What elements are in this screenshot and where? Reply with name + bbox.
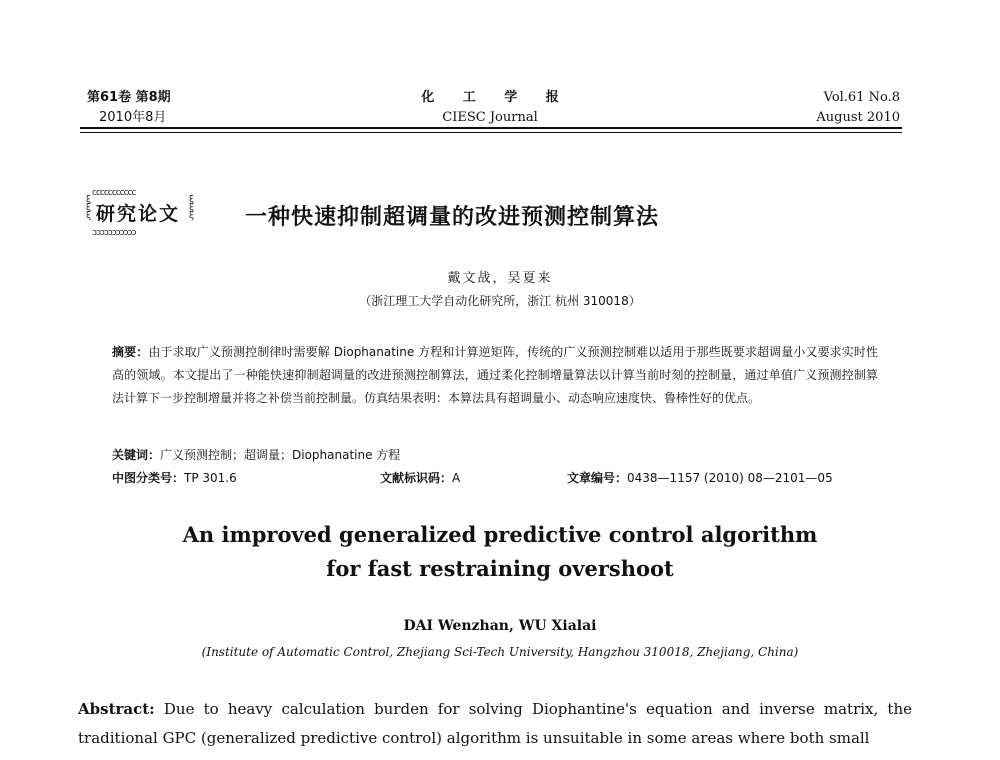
affiliation-cn: （浙江理工大学自动化研究所，浙江 杭州 310018） xyxy=(359,294,641,308)
document-code xyxy=(380,468,460,488)
clc-value: TP 301.6 xyxy=(184,471,237,485)
article-number-value: 0438—1157 (2010) 08—2101—05 xyxy=(627,471,833,485)
volume-issue-en: Vol.61 No.8 xyxy=(823,90,900,105)
clc-label: 中图分类号： xyxy=(112,471,185,485)
paper-title-en-line1: An improved generalized predictive control algorithm xyxy=(182,522,818,547)
abstract-en xyxy=(78,695,912,753)
doc-code-value: A xyxy=(452,471,461,485)
paper-title-en-line2: for fast restraining overshoot xyxy=(326,556,674,581)
paper-title-en xyxy=(0,518,1000,586)
keywords-cn-text: 广义预测控制；超调量；Diophanatine 方程 xyxy=(160,448,401,462)
tag-border-top: ccccccccccc xyxy=(92,188,136,198)
article-number xyxy=(567,468,833,488)
keywords-cn xyxy=(112,445,878,465)
article-number-label: 文章编号： xyxy=(567,471,628,485)
authors-cn: 戴文战，吴夏来 xyxy=(447,271,553,286)
journal-name-cn: 化 工 学 报 xyxy=(421,90,571,105)
section-tag xyxy=(86,188,198,236)
tag-border-bottom: ɔɔɔɔɔɔɔɔɔɔɔ xyxy=(92,228,136,238)
keywords-cn-label: 关键词： xyxy=(112,448,161,462)
tag-border-right: ξ ξ ξ xyxy=(188,195,194,221)
journal-volume-info-en xyxy=(680,88,900,128)
journal-name-en: CIESC Journal xyxy=(442,110,538,125)
tag-border-left: ξ ξ ξ xyxy=(86,195,92,221)
header-rule-thin xyxy=(80,132,902,133)
abstract-cn xyxy=(112,341,878,410)
affiliation-en: (Institute of Automatic Control, Zhejiang Sci-Tech University, Hangzhou 310018, Zhejiang, China) xyxy=(201,645,799,659)
volume-issue: 第61卷 第8期 xyxy=(87,90,171,105)
section-tag-label: 研究论文 xyxy=(96,203,181,225)
abstract-en-label: Abstract: xyxy=(78,700,155,718)
abstract-cn-text: 由于求取广义预测控制律时需要解 Diophanatine 方程和计算逆矩阵，传统的广义预测控制难以适用于那些既要求超调量小又要求实时性高的领域。本文提出了一种能快速抑制超调量的改进预测控制算法，通过柔化控制增量算法以计算当前时刻的控制量，通过单值广义预测控制算法计算下一步控制增量并将之补偿当前控制量。仿真结果表明：本算法具有超调量小、动态响应速度快、鲁棒性好的优点。 xyxy=(112,345,878,405)
abstract-en-text: Due to heavy calculation burden for solving Diophantine's equation and inverse matrix, the traditional GPC (generalized predictive control) algorithm is unsuitable in some areas where both small xyxy=(78,700,912,747)
journal-name xyxy=(400,88,580,128)
journal-volume-info xyxy=(87,88,287,128)
clc-number xyxy=(112,468,237,488)
header-rule-thick xyxy=(80,127,902,129)
abstract-cn-label: 摘要： xyxy=(112,345,149,359)
authors-en: DAI Wenzhan, WU Xialai xyxy=(403,618,597,634)
doc-code-label: 文献标识码： xyxy=(380,471,453,485)
paper-title-cn: 一种快速抑制超调量的改进预测控制算法 xyxy=(245,205,660,230)
issue-date-en: August 2010 xyxy=(816,110,900,125)
issue-date-cn: 2010年8月 xyxy=(99,110,167,125)
